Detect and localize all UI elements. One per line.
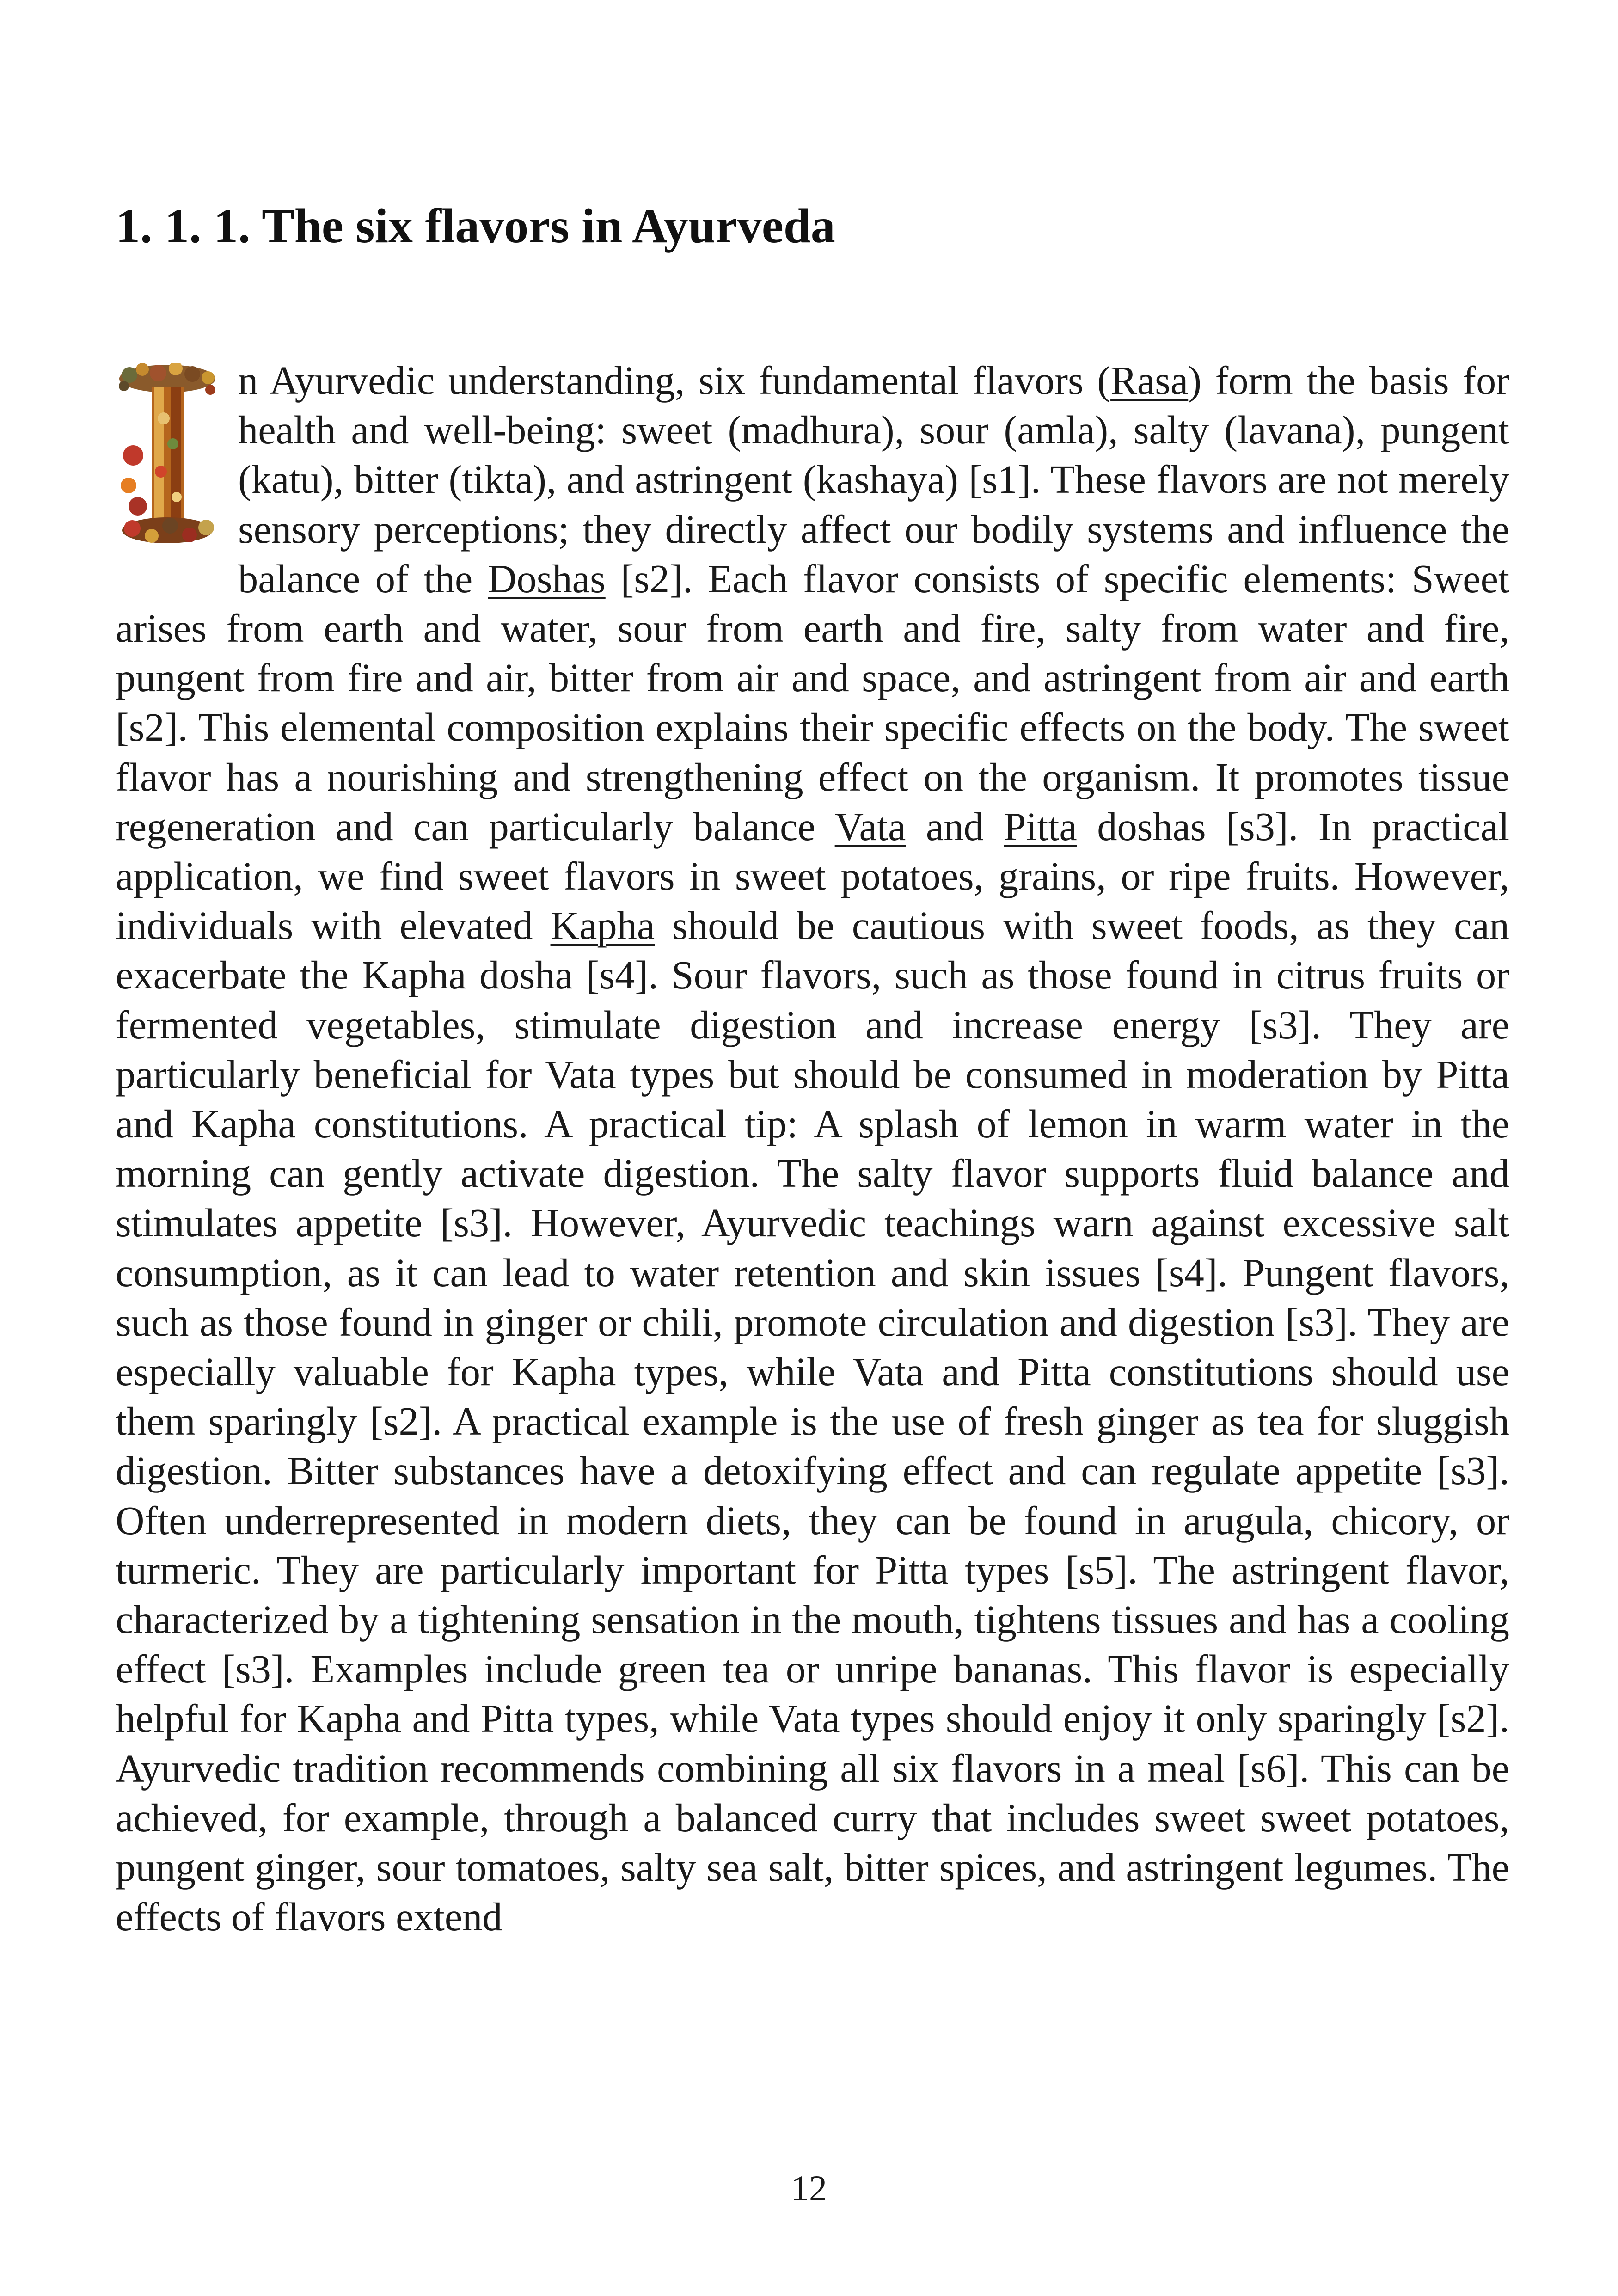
text-run: doshas [s3]. In practical application, we find sweet flavors in sweet potatoes, grains, or ripe fruits. However, individuals with elevated [116,804,1509,948]
glossary-link-pitta[interactable]: Pitta [1004,804,1077,849]
section-heading: 1. 1. 1. The six flavors in Ayurveda [116,199,835,253]
glossary-link-rasa[interactable]: Rasa [1110,358,1189,403]
spice-dropcap-letter-i-icon [116,363,238,561]
text-run: and [906,804,1004,849]
glossary-link-vata[interactable]: Vata [834,804,906,849]
text-run: ) form the basis for health and well-being: sweet (madhura), sour (amla), salty (lavana), pungent (katu), bitter (tikta), and astringent (kashaya) [s1]. These flavors are not merely sensory perceptions; they directly affect our bodily systems and influence the balance of the [238,358,1510,601]
glossary-link-kapha[interactable]: Kapha [550,903,655,948]
text-run: [s2]. Each flavor consists of specific elements: Sweet arises from earth and water, sour from earth and fire, salty from water and fire, pungent from fire and air, bitter from air and space, and astringent from air and earth [s2]. This elemental composition explains their specific effects on the body. The sweet flavor has a nourishing and strengthening effect on the organism. It promotes tissue regeneration and can particularly balance [116,556,1509,849]
text-run: n Ayurvedic understanding, six fundamental flavors ( [238,358,1111,403]
body-paragraph [116,356,1509,1942]
page-number: 12 [791,2168,827,2208]
text-run: should be cautious with sweet foods, as they can exacerbate the Kapha dosha [s4]. Sour flavors, such as those found in citrus fruits or fermented vegetables, stimulate digestion and increase energy [s3]. They are particularly beneficial for Vata types but should be consumed in moderation by Pitta and Kapha constitutions. A practical tip: A splash of lemon in warm water in the morning can gently activate digestion. The salty flavor supports fluid balance and stimulates appetite [s3]. However, Ayurvedic teachings warn against excessive salt consumption, as it can lead to water retention and skin issues [s4]. Pungent flavors, such as those found in ginger or chili, promote circulation and digestion [s3]. They are especially valuable for Kapha types, while Vata and Pitta constitutions should use them sparingly [s2]. A practical example is the use of fresh ginger as tea for sluggish digestion. Bitter substances have a detoxifying effect and can regulate appetite [s3]. Often underrepresented in modern diets, they can be found in arugula, chicory, or turmeric. They are particularly important for Pitta types [s5]. The astringent flavor, characterized by a tightening sensation in the mouth, tightens tissues and has a cooling effect [s3]. Examples include green tea or unripe bananas. This flavor is especially helpful for Kapha and Pitta types, while Vata types should enjoy it only sparingly [s2]. Ayurvedic tradition recommends combining all six flavors in a meal [s6]. This can be achieved, for example, through a balanced curry that includes sweet sweet potatoes, pungent ginger, sour tomatoes, salty sea salt, bitter spices, and astringent legumes. The effects of flavors extend [116,903,1509,1940]
glossary-link-doshas[interactable]: Doshas [488,556,606,601]
